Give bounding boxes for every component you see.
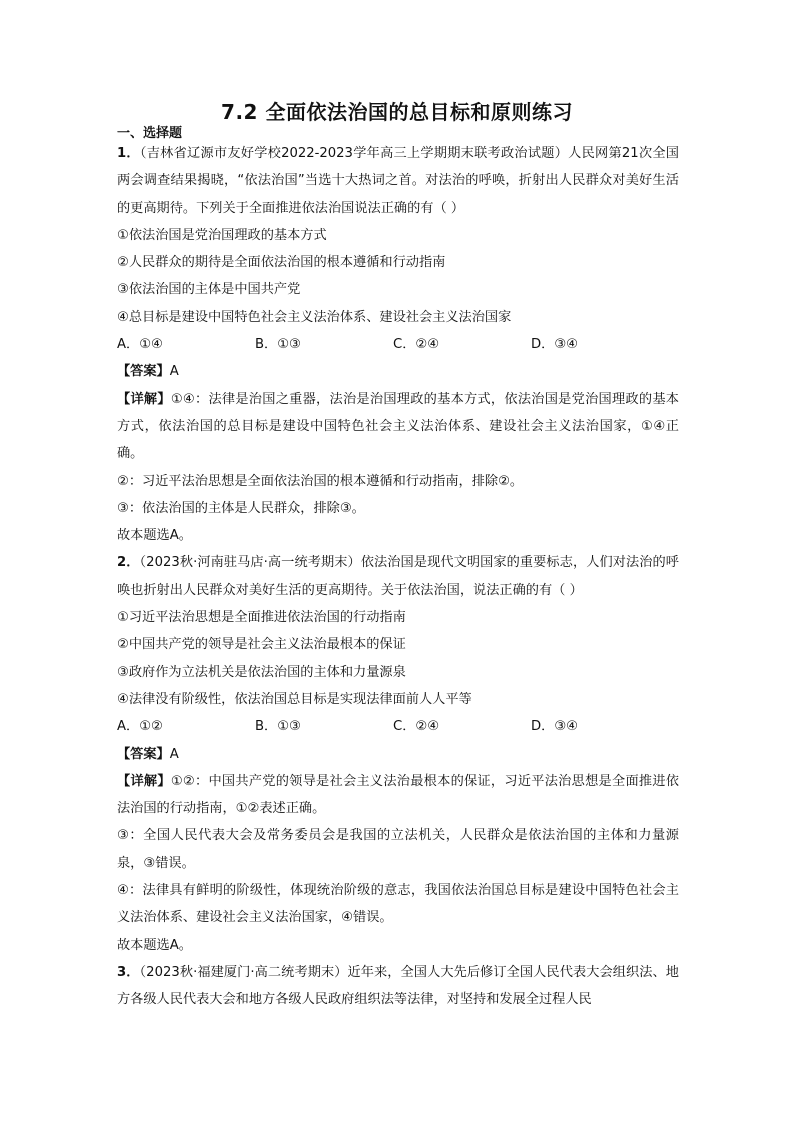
answer-value: A: [169, 364, 179, 380]
question-text: （2023秋·福建厦门·高二统考期末）近年来，全国人大先后修订全国人民代表大会组织法、地方各级人民代表大会和地方各级人民政府组织法等法律，对坚持和发展全过程人民: [117, 964, 679, 1008]
option-c: C．②④: [393, 719, 440, 735]
question-number: 1．: [117, 146, 140, 161]
statement: ①习近平法治思想是全面推进依法治国的行动指南: [117, 610, 406, 626]
statement: ③依法治国的主体是中国共产党: [117, 282, 301, 298]
statement: ③政府作为立法机关是依法治国的主体和力量源泉: [117, 664, 406, 680]
detail-label: 【详解】: [117, 391, 171, 407]
statement: ②人民群众的期待是全面依法治国的根本遵循和行动指南: [117, 255, 446, 271]
statement: ④法律没有阶级性，依法治国总目标是实现法律面前人人平等: [117, 691, 472, 707]
question-3: [117, 959, 679, 1014]
question-text: （吉林省辽源市友好学校2022-2023学年高三上学期期末联考政治试题）人民网第21次全国两会调查结果揭晓，“依法治国”当选十大热词之首。对法治的呼唤，折射出人民群众对美好生活的更高期待。下列关于全面推进依法治国说法正确的有（ ）: [117, 146, 679, 216]
option-b: B．①③: [255, 337, 301, 353]
explanation-line: ③：依法治国的主体是人民群众，排除③。: [117, 500, 365, 516]
answer-label: 【答案】: [117, 364, 170, 380]
page-title: 7.2 全面依法治国的总目标和原则练习: [221, 100, 573, 124]
option-b: B．①③: [255, 719, 301, 735]
detail-label: 【详解】: [117, 773, 171, 789]
option-a: A．①②: [117, 719, 163, 735]
option-d: D．③④: [531, 337, 578, 353]
option-d: D．③④: [531, 719, 578, 735]
answer-options: [117, 713, 679, 740]
question-text: （2023秋·河南驻马店·高一统考期末）依法治国是现代文明国家的重要标志，人们对法治的呼唤也折射出人民群众对美好生活的更高期待。关于依法治国，说法正确的有（ ）: [117, 555, 679, 598]
question-1: [117, 140, 679, 549]
explanation-line: ②：习近平法治思想是全面依法治国的根本遵循和行动指南，排除②。: [117, 473, 524, 489]
answer-line: [117, 741, 679, 768]
question-number: 3．: [117, 964, 140, 980]
statement: ④总目标是建设中国特色社会主义法治体系、建设社会主义法治国家: [117, 309, 512, 325]
explanation-text: ①④：法律是治国之重器，法治是治国理政的基本方式，依法治国是党治国理政的基本方式，依法治国的总目标是建设中国特色社会主义法治体系、建设社会主义法治国家，①④正确。: [117, 391, 679, 462]
option-c: C．②④: [393, 337, 440, 353]
question-stem: [117, 549, 679, 604]
question-2: [117, 549, 679, 958]
explanation-line: [117, 768, 679, 823]
answer-options: [117, 331, 679, 358]
explanation-line: [117, 386, 679, 468]
answer-label: 【答案】: [117, 746, 170, 762]
explanation-line: ④：法律具有鲜明的阶级性，体现统治阶级的意志，我国依法治国总目标是建设中国特色社会主义法治体系、建设社会主义法治国家，④错误。: [117, 883, 679, 926]
explanation-text: ①②：中国共产党的领导是社会主义法治最根本的保证，习近平法治思想是全面推进依法治国的行动指南，①②表述正确。: [117, 773, 679, 817]
option-a: A．①④: [117, 337, 163, 353]
section-heading: 一、选择题: [117, 126, 183, 141]
answer-line: [117, 358, 679, 385]
conclusion: 故本题选A。: [117, 528, 192, 544]
statement: ①依法治国是党治国理政的基本方式: [117, 227, 327, 243]
question-number: 2．: [117, 555, 140, 571]
question-stem: [117, 140, 679, 222]
conclusion: 故本题选A。: [117, 937, 192, 953]
question-list: [117, 140, 679, 1014]
question-stem: [117, 959, 679, 1014]
statement: ②中国共产党的领导是社会主义法治最根本的保证: [117, 637, 406, 653]
answer-value: A: [169, 746, 179, 762]
explanation-line: ③：全国人民代表大会及常务委员会是我国的立法机关，人民群众是依法治国的主体和力量源泉，③错误。: [117, 828, 679, 871]
